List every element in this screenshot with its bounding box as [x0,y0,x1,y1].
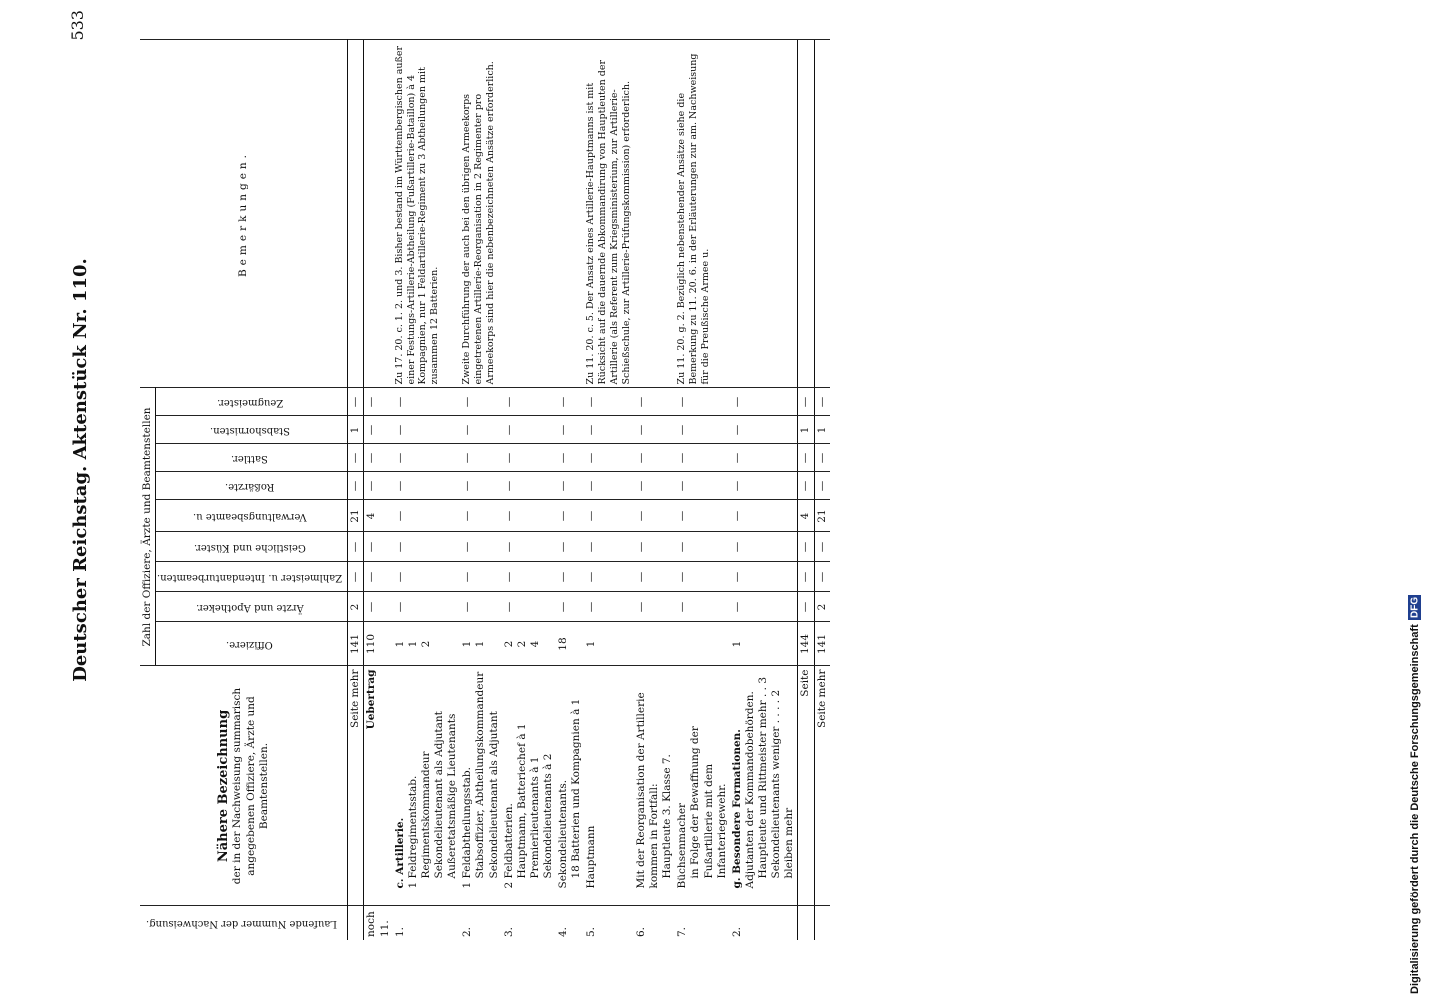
row-empty-cell: — [556,388,584,416]
seite-stabshornisten: 1 [798,416,814,444]
row-empty-cell: — [502,472,557,500]
row-empty-cell: — [393,562,461,592]
row-number: 2. [730,906,798,940]
row-offiziere [730,622,798,666]
row-empty-cell: — [675,444,730,472]
row-offiziere [460,622,501,666]
row-empty-cell: — [675,472,730,500]
row-empty-cell: — [460,532,501,562]
row-line: Büchsenmacher [676,802,689,889]
col-sattler: Sattler. [156,444,348,472]
offiziere-value: 2 [515,640,528,648]
seite-offiziere: 144 [798,622,814,666]
row-empty-cell: — [584,416,634,444]
row-remark: Zweite Durchführung der auch bei den übrigen Armeekorps eingetretenen Artillerie-Reorganisation in 2 Regimenter pro Armeekorps sind hier die nebenbezeichneten Ansätze erforderlich. [460,40,501,388]
row-line: bleiben mehr [783,807,796,879]
row-number: 4. [556,906,584,940]
col-description [140,666,348,906]
uebertrag-verwaltung: 4 [364,500,393,532]
rotated-page [60,0,1300,940]
row-line: Außeretatsmäßige Lieutenants [446,713,459,879]
col-bemerkungen: Bemerkungen. [140,40,348,388]
row-empty-cell: — [634,472,675,500]
row-line: Regimentskommandeur [419,751,432,879]
row-description [675,666,730,906]
row-empty-cell: — [730,532,798,562]
row-empty-cell: — [584,562,634,592]
row-empty-cell: — [730,472,798,500]
seite-mehr-row: Seite mehr 141 2 — — 21 — — 1 — [814,40,830,940]
row-empty-cell: — [634,416,675,444]
row-offiziere [634,622,675,666]
row-empty-cell: — [675,416,730,444]
row-description [730,666,798,906]
offiziere-value: 2 [502,640,515,648]
seite-verwaltung: 4 [798,500,814,532]
col-group-zahl: Zahl der Offiziere, Ärzte und Beamtenstellen [140,388,156,666]
credit-text: Digitalisierung gefördert durch die Deutsche Forschungsgemeinschaft [1409,624,1421,994]
col-laufende: Laufende Nummer der Nachweisung. [140,906,348,940]
row-description [556,666,584,906]
row-remark: Zu 11. 20. c. 5. Der Ansatz eines Artillerie-Hauptmanns ist mit Rücksicht auf die dauernde Abkommandirung von Hauptleuten der Artillerie (als Referent zum Kriegsministerium, zur Artillerie-Schießschule, zur Artillerie-Prüfungskommission) erforderlich. [584,40,634,388]
row-empty-cell: — [634,500,675,532]
col-stabshornisten: Stabshornisten. [156,416,348,444]
seite-mehr-verwaltung: 21 [814,500,830,532]
row-line: Mit der Reorganisation der Artillerie kommen in Fortfall: [634,692,661,889]
table-row [393,40,461,940]
carry-row: Seite mehr 141 2 — — 21 — — 1 — [348,40,364,940]
row-offiziere [584,622,634,666]
row-empty-cell: — [634,562,675,592]
page-title: Deutscher Reichstag. Aktenstück Nr. 110. [70,258,91,682]
seite-label: Seite [798,666,814,906]
table-row [675,40,730,940]
row-line: Hauptleute und Rittmeister mehr . . 3 [757,676,770,879]
row-line: Adjutanten der Kommandobehörden. [743,691,756,889]
row-empty-cell: — [584,500,634,532]
desc-heading: Nähere Bezeichnung [216,709,232,863]
row-description [460,666,501,906]
row-description [393,666,461,906]
row-empty-cell: — [460,592,501,622]
row-line: Hauptleute 3. Klasse 7. [661,754,674,879]
row-empty-cell: — [556,500,584,532]
row-number: 2. [460,906,501,940]
carry-label: Seite mehr [348,666,364,906]
row-empty-cell: — [393,500,461,532]
digitization-credit [1404,6,1426,994]
offiziere-value: 1 [474,640,487,648]
row-empty-cell: — [393,532,461,562]
row-number: 5. [584,906,634,940]
row-offiziere [502,622,557,666]
row-remark [502,40,557,388]
row-number: 7. [675,906,730,940]
row-line: Hauptmann [585,825,598,889]
page-header [60,0,140,940]
row-line: in Folge der Bewaffnung der Fußartillerie mit dem Infanteriegewehr. [689,726,728,879]
row-empty-cell: — [502,416,557,444]
row-empty-cell: — [393,592,461,622]
seite-mehr-label: Seite mehr [814,666,830,906]
row-empty-cell: — [584,388,634,416]
uebertrag-label: Uebertrag [364,666,393,906]
row-empty-cell: — [460,444,501,472]
row-line: Sekondelieutenants à 2 [542,753,555,879]
row-remark [556,40,584,388]
row-empty-cell: — [556,472,584,500]
row-empty-cell: — [634,592,675,622]
row-line: Stabsoffizier, Abtheilungskommandeur [474,671,487,879]
row-empty-cell: — [460,472,501,500]
row-empty-cell: — [675,500,730,532]
row-description [634,666,675,906]
offiziere-value: 1 [461,640,474,648]
offiziere-value: 1 [393,640,406,648]
row-empty-cell: — [675,592,730,622]
seite-mehr-offiziere: 141 [814,622,830,666]
row-empty-cell: — [675,388,730,416]
row-remark: Zu 17. 20. c. 1. 2. und 3. Bisher bestand im Württembergischen außer einer Festungs-Artillerie-Abtheilung (Fußartillerie-Bataillon) à 4 Kompagnien, nur 1 Feldartillerie-Regiment zu 3 Abtheilungen mit zusammen 12 Batterien. [393,40,461,388]
staff-table [140,40,830,941]
row-line: 18 Batterien und Kompagnien à 1 [570,698,583,879]
offiziere-value: 4 [528,640,541,648]
carry-aerzte: 2 [348,592,364,622]
entry-rows [393,40,798,940]
row-empty-cell: — [730,562,798,592]
table-row [730,40,798,940]
row-empty-cell: — [730,444,798,472]
uebertrag-row: noch 11. Uebertrag 110 — — — 4 — — — — [364,40,393,940]
row-remark: Zu 11. 20. g. 2. Bezüglich nebenstehender Ansätze siehe die Bemerkung zu 11. 20. 6. in der Erläuterungen zur am. Nachweisung für die Preußische Armee u. [675,40,730,388]
row-empty-cell: — [675,562,730,592]
table-row [634,40,675,940]
row-empty-cell: — [730,388,798,416]
table-row [584,40,634,940]
row-empty-cell: — [460,562,501,592]
row-description [502,666,557,906]
row-offiziere [556,622,584,666]
row-empty-cell: — [634,532,675,562]
page-number: 533 [68,10,87,41]
header-row [140,40,156,940]
offiziere-value: 1 [406,640,419,648]
row-empty-cell: — [393,388,461,416]
col-rossaerzte: Roßärzte. [156,472,348,500]
row-empty-cell: — [502,444,557,472]
carry-offiziere: 141 [348,622,364,666]
row-empty-cell: — [393,416,461,444]
row-empty-cell: — [460,500,501,532]
offiziere-value: 1 [730,640,743,648]
row-offiziere [675,622,730,666]
seite-mehr-aerzte: 2 [814,592,830,622]
row-line: Sekondelieutenant als Adjutant [487,711,500,879]
row-empty-cell: — [584,444,634,472]
row-empty-cell: — [502,500,557,532]
col-aerzte: Ärzte und Apotheker. [156,592,348,622]
row-empty-cell: — [393,444,461,472]
seite-row: Seite 144 — — — 4 — — 1 — [798,40,814,940]
row-empty-cell: — [556,592,584,622]
row-description [584,666,634,906]
uebertrag-num: noch 11. [364,906,393,940]
carry-verwaltung: 21 [348,500,364,532]
row-empty-cell: — [730,416,798,444]
row-empty-cell: — [584,532,634,562]
row-line: 1 Feldregimentsstab. [406,775,419,889]
dfg-logo: DFG [1409,597,1421,619]
row-empty-cell: — [556,444,584,472]
row-remark [730,40,798,388]
row-section-title: c. Artillerie. [393,817,406,889]
row-line: Sekondelieutenant als Adjutant [433,711,446,879]
row-number: 6. [634,906,675,940]
row-empty-cell: — [393,472,461,500]
row-remark [634,40,675,388]
row-empty-cell: — [634,388,675,416]
col-offiziere: Offiziere. [156,622,348,666]
row-empty-cell: — [502,592,557,622]
table-row [460,40,501,940]
row-empty-cell: — [730,500,798,532]
desc-subheading: der in der Nachweisung summarisch angegebenen Offiziere, Ärzte und Beamtenstellen. [231,687,270,885]
row-number: 3. [502,906,557,940]
row-empty-cell: — [584,592,634,622]
row-number: 1. [393,906,461,940]
col-zeugmeister: Zeugmeister. [156,388,348,416]
row-empty-cell: — [556,416,584,444]
row-offiziere [393,622,461,666]
row-empty-cell: — [634,444,675,472]
row-line: 1 Feldabtheilungsstab. [461,767,474,889]
row-line: 2 Feldbatterien. [502,803,515,889]
carry-stabshornisten: 1 [348,416,364,444]
row-empty-cell: — [556,532,584,562]
table-row [502,40,557,940]
row-empty-cell: — [556,562,584,592]
row-empty-cell: — [502,562,557,592]
row-empty-cell: — [502,388,557,416]
row-line: Hauptmann, Batteriechef à 1 [515,723,528,879]
row-empty-cell: — [502,532,557,562]
row-empty-cell: — [460,416,501,444]
row-line: Sekondelieutenants. [557,779,570,889]
seite-mehr-stabshornisten: 1 [814,416,830,444]
row-empty-cell: — [675,532,730,562]
offiziere-value: 2 [419,640,432,648]
offiziere-value: 18 [557,637,570,651]
row-empty-cell: — [584,472,634,500]
table-row [556,40,584,940]
row-section-title: g. Besondere Formationen. [730,729,743,889]
uebertrag-offiziere: 110 [364,622,393,666]
col-geistliche: Geistliche und Küster. [156,532,348,562]
row-empty-cell: — [730,592,798,622]
row-line: Sekondelieutenants weniger . . . . 2 [770,689,783,879]
col-zahlmeister: Zahlmeister u. Intendanturbeamten. [156,562,348,592]
row-line: Premierlieutenants à 1 [528,756,541,879]
offiziere-value: 1 [585,640,598,648]
col-verwaltung: Verwaltungsbeamte u. [156,500,348,532]
row-empty-cell: — [460,388,501,416]
